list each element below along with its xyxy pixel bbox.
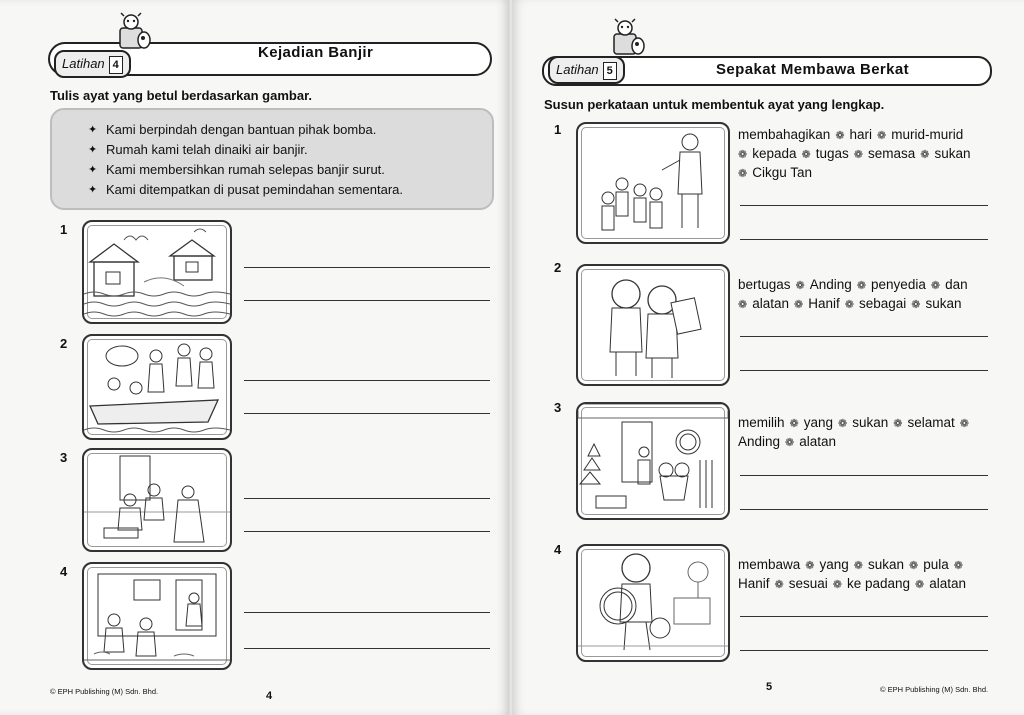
- picture-flooded-houses: [82, 220, 232, 324]
- flower-separator-icon: ❁: [738, 168, 748, 180]
- flower-separator-icon: ❁: [930, 280, 941, 292]
- word-token: hari: [849, 127, 873, 142]
- picture-evacuation-centre: [82, 448, 232, 552]
- word-token: selamat: [907, 415, 955, 430]
- right-page: [512, 0, 1024, 715]
- boat-rescue-illustration: [84, 336, 230, 438]
- word-token: bertugas: [738, 277, 791, 292]
- latihan-number: 5: [603, 62, 617, 80]
- flower-separator-icon: ❁: [959, 418, 969, 430]
- word-token: semasa: [867, 146, 916, 161]
- question-number: 1: [60, 222, 68, 237]
- word-token: ke padang: [846, 576, 911, 591]
- answer-line[interactable]: [740, 336, 988, 337]
- word-token: sesuai: [788, 576, 828, 591]
- answer-line[interactable]: [740, 650, 988, 651]
- word-token: pula: [923, 557, 949, 572]
- word-token: Anding: [738, 434, 781, 449]
- left-instruction: Tulis ayat yang betul berdasarkan gambar.: [50, 88, 313, 103]
- flower-separator-icon: ❁: [835, 130, 845, 142]
- flower-separator-icon: ❁: [953, 560, 963, 572]
- flower-separator-icon: ❁: [915, 579, 925, 591]
- question-number: 1: [554, 122, 562, 137]
- scrambled-words: [738, 126, 1000, 183]
- word-list-item: ✦ Kami ditempatkan di pusat pemindahan sementara.: [106, 180, 492, 200]
- picture-boy-carrying-equipment: [576, 544, 730, 662]
- word-token: alatan: [752, 296, 790, 311]
- picture-two-boys-reading: [576, 264, 730, 386]
- latihan-text: Latihan: [62, 56, 105, 71]
- flower-separator-icon: ❁: [795, 280, 805, 292]
- latihan-text: Latihan: [556, 62, 599, 77]
- word-list-item: ✦ Rumah kami telah dinaiki air banjir.: [106, 140, 492, 160]
- right-footer-copyright: © EPH Publishing (M) Sdn. Bhd.: [880, 685, 989, 694]
- word-token: alatan: [799, 434, 837, 449]
- answer-line[interactable]: [244, 267, 490, 268]
- word-token: sukan: [934, 146, 971, 161]
- latihan-4-label: [54, 50, 131, 78]
- latihan-5-label: [548, 56, 625, 84]
- word-token: kepada: [752, 146, 797, 161]
- left-page: [0, 0, 510, 715]
- question-number: 2: [60, 336, 68, 351]
- word-token: yang: [819, 557, 849, 572]
- flower-separator-icon: ❁: [801, 149, 811, 161]
- word-token: Hanif: [808, 296, 840, 311]
- answer-line[interactable]: [244, 612, 490, 613]
- flower-separator-icon: ❁: [738, 299, 748, 311]
- flower-separator-icon: ❁: [893, 418, 903, 430]
- answer-line[interactable]: [740, 509, 988, 510]
- word-token: Cikgu Tan: [752, 165, 813, 180]
- word-token: sukan: [925, 296, 962, 311]
- answer-line[interactable]: [244, 380, 490, 381]
- word-list-item: ✦ Kami berpindah dengan bantuan pihak bomba.: [106, 120, 492, 140]
- answer-line[interactable]: [740, 616, 988, 617]
- word-token: murid-murid: [891, 127, 964, 142]
- left-page-number: 4: [266, 690, 273, 702]
- word-token: sebagai: [858, 296, 907, 311]
- flower-separator-icon: ❁: [738, 149, 748, 161]
- storeroom-illustration: [578, 404, 728, 518]
- answer-line[interactable]: [740, 370, 988, 371]
- flower-separator-icon: ❁: [789, 418, 799, 430]
- flower-separator-icon: ❁: [920, 149, 930, 161]
- word-token: Anding: [809, 277, 852, 292]
- evacuation-centre-illustration: [84, 450, 230, 550]
- flower-separator-icon: ❁: [853, 149, 863, 161]
- two-boys-illustration: [578, 266, 728, 384]
- latihan-number: 4: [109, 56, 123, 74]
- flower-separator-icon: ❁: [838, 418, 848, 430]
- word-token: Hanif: [738, 576, 770, 591]
- picture-cleaning-house: [82, 562, 232, 670]
- flower-separator-icon: ❁: [909, 560, 919, 572]
- flower-separator-icon: ❁: [785, 437, 795, 449]
- scrambled-words: [738, 414, 1000, 452]
- question-number: 2: [554, 260, 562, 275]
- flower-separator-icon: ❁: [911, 299, 921, 311]
- cow-mascot-icon: [610, 18, 646, 56]
- left-page-title: Kejadian Banjir: [258, 44, 374, 61]
- word-list-item: ✦ Kami membersihkan rumah selepas banjir surut.: [106, 160, 492, 180]
- answer-line[interactable]: [244, 300, 490, 301]
- word-token: memilih: [738, 415, 785, 430]
- boy-equipment-illustration: [578, 546, 728, 660]
- scrambled-words: [738, 556, 1000, 594]
- answer-line[interactable]: [244, 531, 490, 532]
- answer-line[interactable]: [244, 498, 490, 499]
- word-token: alatan: [929, 576, 967, 591]
- word-token: sukan: [868, 557, 905, 572]
- answer-line[interactable]: [244, 413, 490, 414]
- right-page-title: Sepakat Membawa Berkat: [716, 61, 910, 78]
- word-list-box: [50, 108, 494, 210]
- flooded-houses-illustration: [84, 222, 230, 322]
- word-token: penyedia: [871, 277, 926, 292]
- picture-boat-rescue: [82, 334, 232, 440]
- question-number: 3: [554, 400, 562, 415]
- flower-separator-icon: ❁: [853, 560, 863, 572]
- answer-line[interactable]: [740, 239, 988, 240]
- flower-separator-icon: ❁: [877, 130, 887, 142]
- teacher-pupils-illustration: [578, 124, 728, 242]
- scrambled-words: [738, 276, 1000, 314]
- word-token: membahagikan: [738, 127, 831, 142]
- flower-separator-icon: ❁: [856, 280, 867, 292]
- word-token: tugas: [815, 146, 849, 161]
- word-token: yang: [803, 415, 834, 430]
- right-instruction: Susun perkataan untuk membentuk ayat yang lengkap.: [544, 97, 885, 112]
- cleaning-house-illustration: [84, 564, 230, 668]
- word-token: sukan: [852, 415, 889, 430]
- word-token: dan: [945, 277, 968, 292]
- question-number: 4: [60, 564, 68, 579]
- question-number: 3: [60, 450, 68, 465]
- flower-separator-icon: ❁: [774, 579, 784, 591]
- left-footer-copyright: © EPH Publishing (M) Sdn. Bhd.: [50, 687, 159, 696]
- flower-separator-icon: ❁: [844, 299, 854, 311]
- flower-separator-icon: ❁: [805, 560, 815, 572]
- picture-teacher-with-pupils: [576, 122, 730, 244]
- answer-line[interactable]: [740, 475, 988, 476]
- answer-line[interactable]: [740, 205, 988, 206]
- flower-separator-icon: ❁: [794, 299, 804, 311]
- flower-separator-icon: ❁: [832, 579, 842, 591]
- answer-line[interactable]: [244, 648, 490, 649]
- picture-sports-storeroom: [576, 402, 730, 520]
- cow-mascot-icon: [116, 12, 152, 50]
- question-number: 4: [554, 542, 562, 557]
- word-token: membawa: [738, 557, 801, 572]
- right-page-number: 5: [766, 681, 773, 693]
